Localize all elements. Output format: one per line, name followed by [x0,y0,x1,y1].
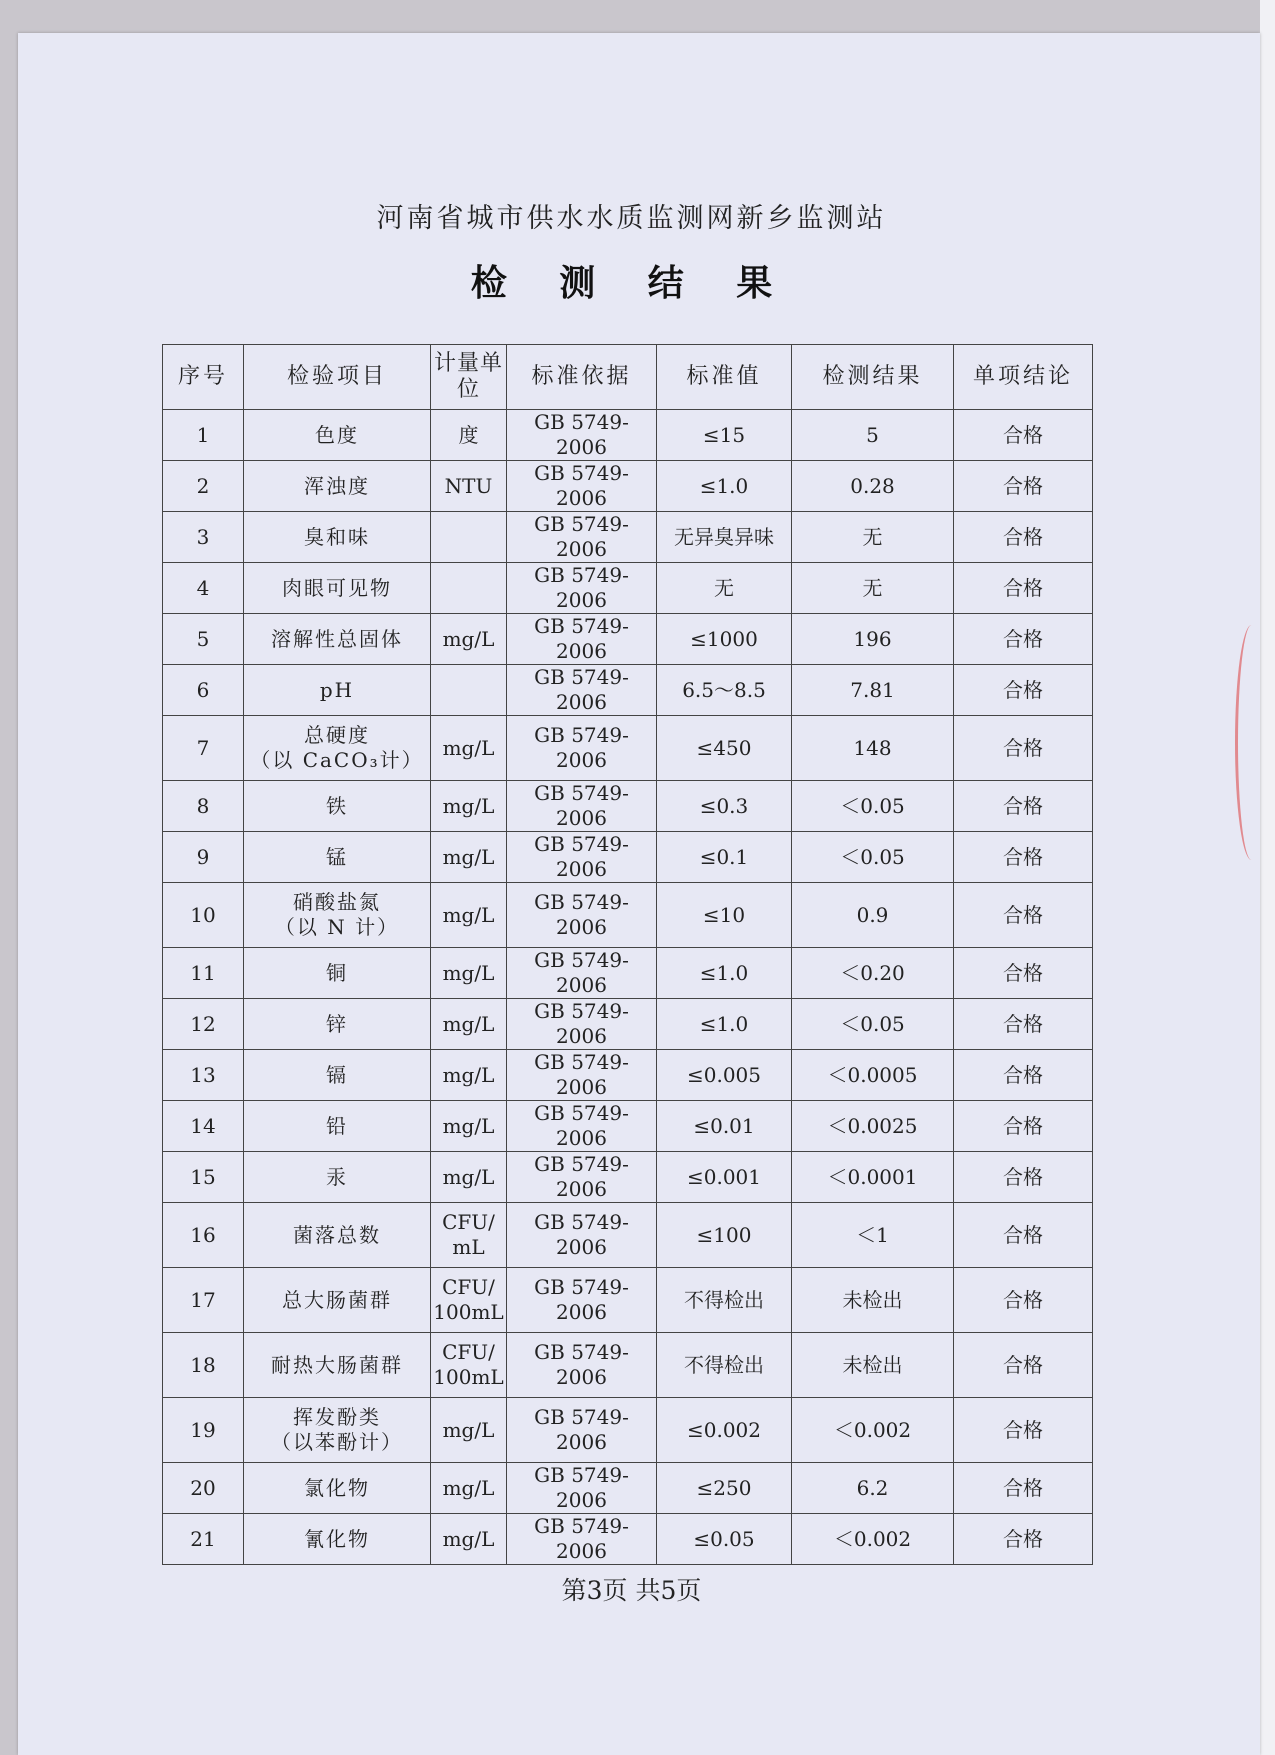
header-unit: 计量单位 [431,345,507,410]
row-verdict: 合格 [954,1463,1093,1514]
table-row [163,1050,1093,1101]
row-result: ＜0.05 [792,999,954,1050]
row-item [244,832,431,883]
table-row [163,1333,1093,1398]
row-basis: GB 5749-2006 [507,1333,657,1398]
table-body [163,410,1093,1565]
row-limit: ≤1.0 [657,948,792,999]
table-row [163,1101,1093,1152]
row-limit: 无异臭异味 [657,512,792,563]
row-limit: ≤250 [657,1463,792,1514]
table-row [163,614,1093,665]
row-basis: GB 5749-2006 [507,1463,657,1514]
row-number: 1 [163,410,244,461]
row-item [244,563,431,614]
table-row [163,410,1093,461]
item-name: 浑浊度 [304,473,370,498]
row-item [244,665,431,716]
item-name: 总大肠菌群 [282,1287,392,1312]
red-stamp-edge [1235,625,1268,860]
item-name: 铜 [326,960,348,985]
row-basis: GB 5749-2006 [507,614,657,665]
row-number: 12 [163,999,244,1050]
table-row [163,1398,1093,1463]
table-row [163,716,1093,781]
row-limit: ≤0.01 [657,1101,792,1152]
row-basis: GB 5749-2006 [507,410,657,461]
row-number: 16 [163,1203,244,1268]
row-basis: GB 5749-2006 [507,1152,657,1203]
row-verdict: 合格 [954,716,1093,781]
row-item [244,781,431,832]
row-number: 9 [163,832,244,883]
row-basis: GB 5749-2006 [507,716,657,781]
header-basis: 标准依据 [507,345,657,410]
row-unit: mg/L [431,948,507,999]
row-item [244,1101,431,1152]
row-limit: ≤1.0 [657,461,792,512]
row-basis: GB 5749-2006 [507,1050,657,1101]
row-limit: ≤1000 [657,614,792,665]
row-unit: mg/L [431,883,507,948]
row-limit: ≤100 [657,1203,792,1268]
row-basis: GB 5749-2006 [507,883,657,948]
row-verdict: 合格 [954,1268,1093,1333]
row-limit: ≤1.0 [657,999,792,1050]
row-verdict: 合格 [954,1398,1093,1463]
row-number: 7 [163,716,244,781]
row-verdict: 合格 [954,948,1093,999]
table-row [163,512,1093,563]
row-number: 10 [163,883,244,948]
row-item [244,716,431,781]
item-name: 汞 [326,1164,348,1189]
row-limit: ≤15 [657,410,792,461]
row-result: ＜0.002 [792,1514,954,1565]
item-name: 锰 [326,844,348,869]
item-name: 锌 [326,1011,348,1036]
item-name: 硝酸盐氮 [293,890,381,914]
row-item [244,1514,431,1565]
header-verdict: 单项结论 [954,345,1093,410]
header-no: 序号 [163,345,244,410]
item-name: 铁 [326,793,348,818]
row-verdict: 合格 [954,832,1093,883]
header-result: 检测结果 [792,345,954,410]
row-verdict: 合格 [954,1050,1093,1101]
row-basis: GB 5749-2006 [507,563,657,614]
row-verdict: 合格 [954,614,1093,665]
item-name: 肉眼可见物 [282,575,392,600]
row-unit: mg/L [431,999,507,1050]
row-item [244,614,431,665]
row-basis: GB 5749-2006 [507,1398,657,1463]
row-verdict: 合格 [954,1514,1093,1565]
item-note: （以 CaCO₃计） [250,748,424,772]
row-unit: mg/L [431,832,507,883]
row-item [244,1050,431,1101]
row-unit: mg/L [431,1463,507,1514]
item-name: 菌落总数 [293,1222,381,1247]
row-verdict: 合格 [954,410,1093,461]
row-verdict: 合格 [954,1101,1093,1152]
row-limit: ≤0.001 [657,1152,792,1203]
results-table [162,344,1093,1565]
row-result: 6.2 [792,1463,954,1514]
row-number: 21 [163,1514,244,1565]
row-item [244,410,431,461]
row-number: 20 [163,1463,244,1514]
row-item [244,1463,431,1514]
row-limit: 不得检出 [657,1268,792,1333]
row-result: 无 [792,512,954,563]
row-unit [431,563,507,614]
row-number: 19 [163,1398,244,1463]
row-basis: GB 5749-2006 [507,512,657,563]
row-result: 7.81 [792,665,954,716]
row-verdict: 合格 [954,461,1093,512]
row-number: 14 [163,1101,244,1152]
row-basis: GB 5749-2006 [507,1203,657,1268]
item-name: 臭和味 [304,524,370,549]
row-unit: mg/L [431,1514,507,1565]
row-verdict: 合格 [954,1203,1093,1268]
item-name: 氯化物 [304,1475,370,1500]
row-limit: ≤0.05 [657,1514,792,1565]
item-name: 挥发酚类 [293,1405,381,1429]
row-number: 2 [163,461,244,512]
header-limit: 标准值 [657,345,792,410]
row-unit: mg/L [431,1050,507,1101]
row-result: 未检出 [792,1268,954,1333]
page-number: 第3页 共5页 [561,1576,702,1605]
row-number: 5 [163,614,244,665]
row-result: 未检出 [792,1333,954,1398]
row-result: ＜0.0025 [792,1101,954,1152]
item-name: 溶解性总固体 [271,626,403,651]
organization-name: 河南省城市供水水质监测网新乡监测站 [376,203,887,234]
item-name: 镉 [326,1062,348,1087]
table-row [163,665,1093,716]
table-row [163,1152,1093,1203]
table-row [163,461,1093,512]
row-result: 0.28 [792,461,954,512]
row-item [244,1152,431,1203]
row-item [244,1333,431,1398]
row-item [244,948,431,999]
table-row [163,1514,1093,1565]
row-number: 3 [163,512,244,563]
row-item [244,1203,431,1268]
row-number: 13 [163,1050,244,1101]
row-limit: ≤0.1 [657,832,792,883]
table-row [163,1268,1093,1333]
row-basis: GB 5749-2006 [507,948,657,999]
table-row [163,1203,1093,1268]
row-result: ＜0.05 [792,781,954,832]
row-verdict: 合格 [954,563,1093,614]
row-number: 8 [163,781,244,832]
table-row [163,832,1093,883]
row-result: ＜0.05 [792,832,954,883]
row-number: 4 [163,563,244,614]
row-basis: GB 5749-2006 [507,999,657,1050]
table-row [163,948,1093,999]
row-number: 11 [163,948,244,999]
row-unit: mg/L [431,1398,507,1463]
item-name: 色度 [315,422,359,447]
row-basis: GB 5749-2006 [507,1514,657,1565]
row-result: 5 [792,410,954,461]
row-verdict: 合格 [954,781,1093,832]
row-number: 6 [163,665,244,716]
row-unit: CFU/ 100mL [431,1268,507,1333]
page-title: 检 测 结 果 [470,263,793,304]
row-limit: ≤10 [657,883,792,948]
row-number: 15 [163,1152,244,1203]
row-unit [431,512,507,563]
row-result: ＜1 [792,1203,954,1268]
row-verdict: 合格 [954,665,1093,716]
row-item [244,1268,431,1333]
row-number: 18 [163,1333,244,1398]
row-unit: mg/L [431,614,507,665]
row-result: 148 [792,716,954,781]
row-limit: 6.5～8.5 [657,665,792,716]
row-unit: mg/L [431,1101,507,1152]
row-verdict: 合格 [954,1333,1093,1398]
item-note: （以 N 计） [274,915,400,939]
header-item: 检验项目 [244,345,431,410]
row-unit [431,665,507,716]
item-name: 氰化物 [304,1526,370,1551]
row-basis: GB 5749-2006 [507,665,657,716]
item-name: 耐热大肠菌群 [271,1352,403,1377]
row-verdict: 合格 [954,999,1093,1050]
item-name: pH [319,677,355,702]
table-row [163,563,1093,614]
table-row [163,883,1093,948]
row-basis: GB 5749-2006 [507,461,657,512]
row-basis: GB 5749-2006 [507,1101,657,1152]
item-name: 铅 [326,1113,348,1138]
row-result: 无 [792,563,954,614]
row-basis: GB 5749-2006 [507,832,657,883]
row-result: 196 [792,614,954,665]
row-unit: CFU/ 100mL [431,1333,507,1398]
table-header-row [163,345,1093,410]
row-number: 17 [163,1268,244,1333]
row-verdict: 合格 [954,512,1093,563]
row-result: ＜0.002 [792,1398,954,1463]
row-limit: ≤450 [657,716,792,781]
table-row [163,781,1093,832]
row-verdict: 合格 [954,883,1093,948]
row-unit: mg/L [431,1152,507,1203]
row-result: 0.9 [792,883,954,948]
row-verdict: 合格 [954,1152,1093,1203]
table-row [163,999,1093,1050]
row-result: ＜0.0001 [792,1152,954,1203]
item-name: 总硬度 [304,723,370,747]
row-limit: ≤0.3 [657,781,792,832]
row-limit: ≤0.005 [657,1050,792,1101]
row-unit: mg/L [431,781,507,832]
row-unit: NTU [431,461,507,512]
row-item [244,999,431,1050]
row-unit: 度 [431,410,507,461]
row-item [244,883,431,948]
row-item [244,1398,431,1463]
item-note: （以苯酚计） [271,1430,403,1454]
row-limit: 不得检出 [657,1333,792,1398]
row-result: ＜0.0005 [792,1050,954,1101]
row-unit: CFU/ mL [431,1203,507,1268]
row-limit: 无 [657,563,792,614]
row-limit: ≤0.002 [657,1398,792,1463]
row-basis: GB 5749-2006 [507,1268,657,1333]
row-basis: GB 5749-2006 [507,781,657,832]
row-result: ＜0.20 [792,948,954,999]
row-unit: mg/L [431,716,507,781]
row-item [244,461,431,512]
table-row [163,1463,1093,1514]
row-item [244,512,431,563]
